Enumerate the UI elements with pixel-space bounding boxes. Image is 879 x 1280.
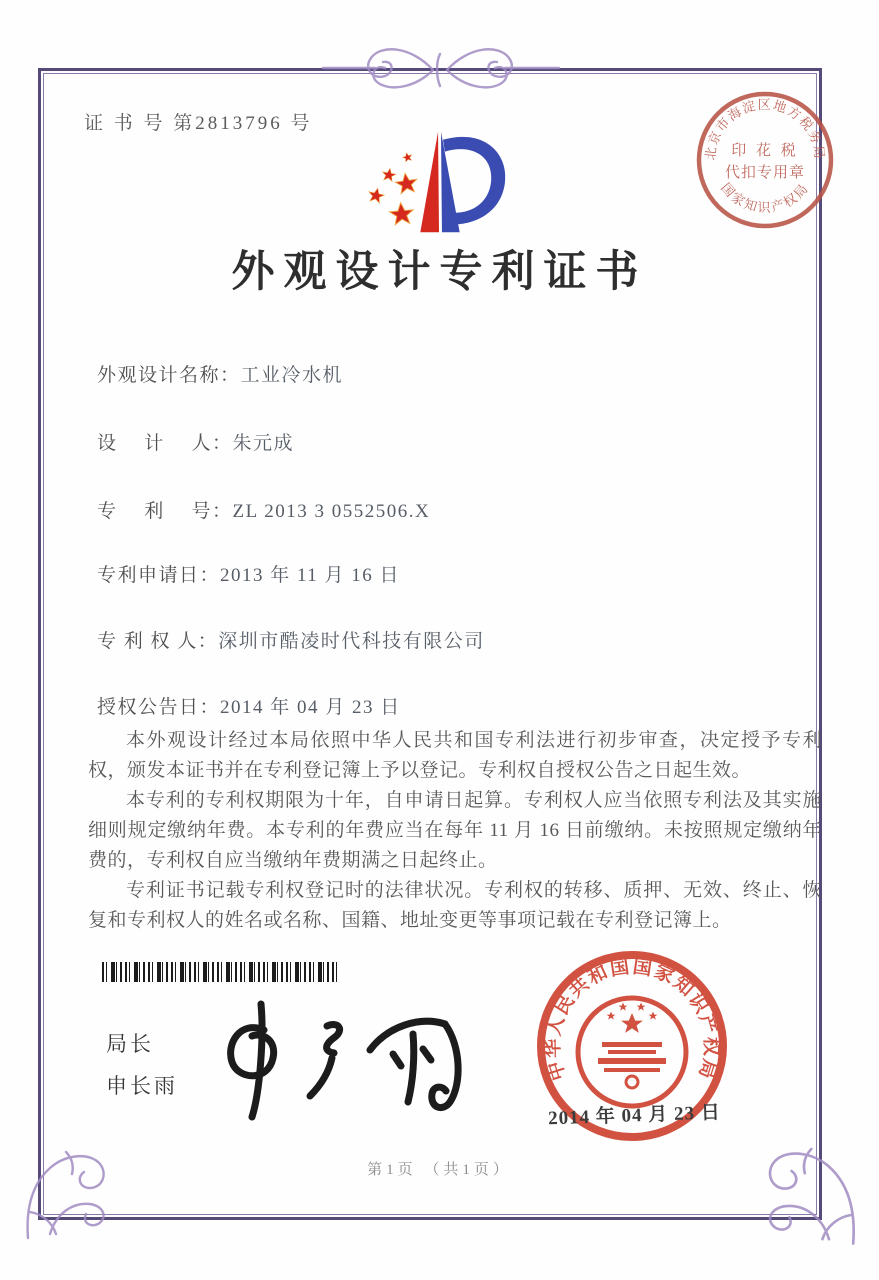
stamp-arc-top-text: 北京市海淀区地方税务局 <box>702 97 828 161</box>
body-paragraph: 本专利的专利权期限为十年，自申请日起算。专利权人应当依照专利法及其实施细则规定缴纳年费。本专利的年费应当在每年 11 月 16 日前缴纳。未按照规定缴纳年费的，专利权自应当缴纳年费期满之日起终止。 <box>88 790 822 871</box>
page-title: 外观设计专利证书 <box>231 249 648 296</box>
national-emblem-icon <box>578 998 686 1106</box>
seal-date: 2014 年 04 月 23 日 <box>547 1102 722 1130</box>
signer-name-label: 申长雨 <box>106 1075 178 1098</box>
barcode <box>102 962 340 982</box>
stamp-arc-bottom-text: 国家知识产权局 <box>718 179 812 215</box>
field-value: 2013 年 11 月 16 日 <box>220 565 401 586</box>
field-design-name <box>97 360 343 387</box>
body-text <box>88 726 822 936</box>
signer-title-label: 局长 <box>106 1033 154 1056</box>
field-label: 设 计 人： <box>97 433 233 454</box>
field-designer <box>97 428 294 455</box>
field-value: ZL 2013 3 0552506.X <box>232 501 431 522</box>
sipo-logo-icon <box>358 126 522 244</box>
field-label: 专利申请日： <box>97 565 221 586</box>
field-label: 专 利 权 人： <box>97 631 219 652</box>
page-footer: 第1页 （共1页） <box>367 1162 512 1178</box>
field-label: 专 利 号： <box>97 501 233 522</box>
field-patent-number <box>97 496 430 523</box>
field-value: 朱元成 <box>232 433 295 454</box>
certificate-number: 证 书 号 第2813796 号 <box>84 113 313 134</box>
stamp-center-line2: 代扣专用章 <box>724 165 806 181</box>
body-paragraph: 专利证书记载专利权登记时的法律状况。专利权的转移、质押、无效、终止、恢复和专利权人的姓名或名称、国籍、地址变更等事项记载在专利登记簿上。 <box>88 880 822 931</box>
official-seal <box>520 940 744 1164</box>
field-grant-date <box>97 692 401 719</box>
tax-stamp <box>690 85 840 235</box>
body-paragraph: 本外观设计经过本局依照中华人民共和国专利法进行初步审查，决定授予专利权，颁发本证书并在专利登记簿上予以登记。专利权自授权公告之日起生效。 <box>88 730 822 781</box>
field-value: 深圳市酷凌时代科技有限公司 <box>218 631 485 652</box>
field-label: 外观设计名称： <box>97 365 241 386</box>
field-label: 授权公告日： <box>97 697 221 718</box>
field-value: 工业冷水机 <box>240 365 344 386</box>
director-signature <box>212 996 487 1121</box>
field-value: 2014 年 04 月 23 日 <box>220 697 401 718</box>
seal-arc-text: 中华人民共和国国家知识产权局 <box>542 956 722 1083</box>
field-filing-date <box>97 560 400 587</box>
logo-stars-icon <box>367 151 418 225</box>
field-patentee <box>97 626 485 653</box>
stamp-center-line1: 印 花 税 <box>731 143 799 159</box>
